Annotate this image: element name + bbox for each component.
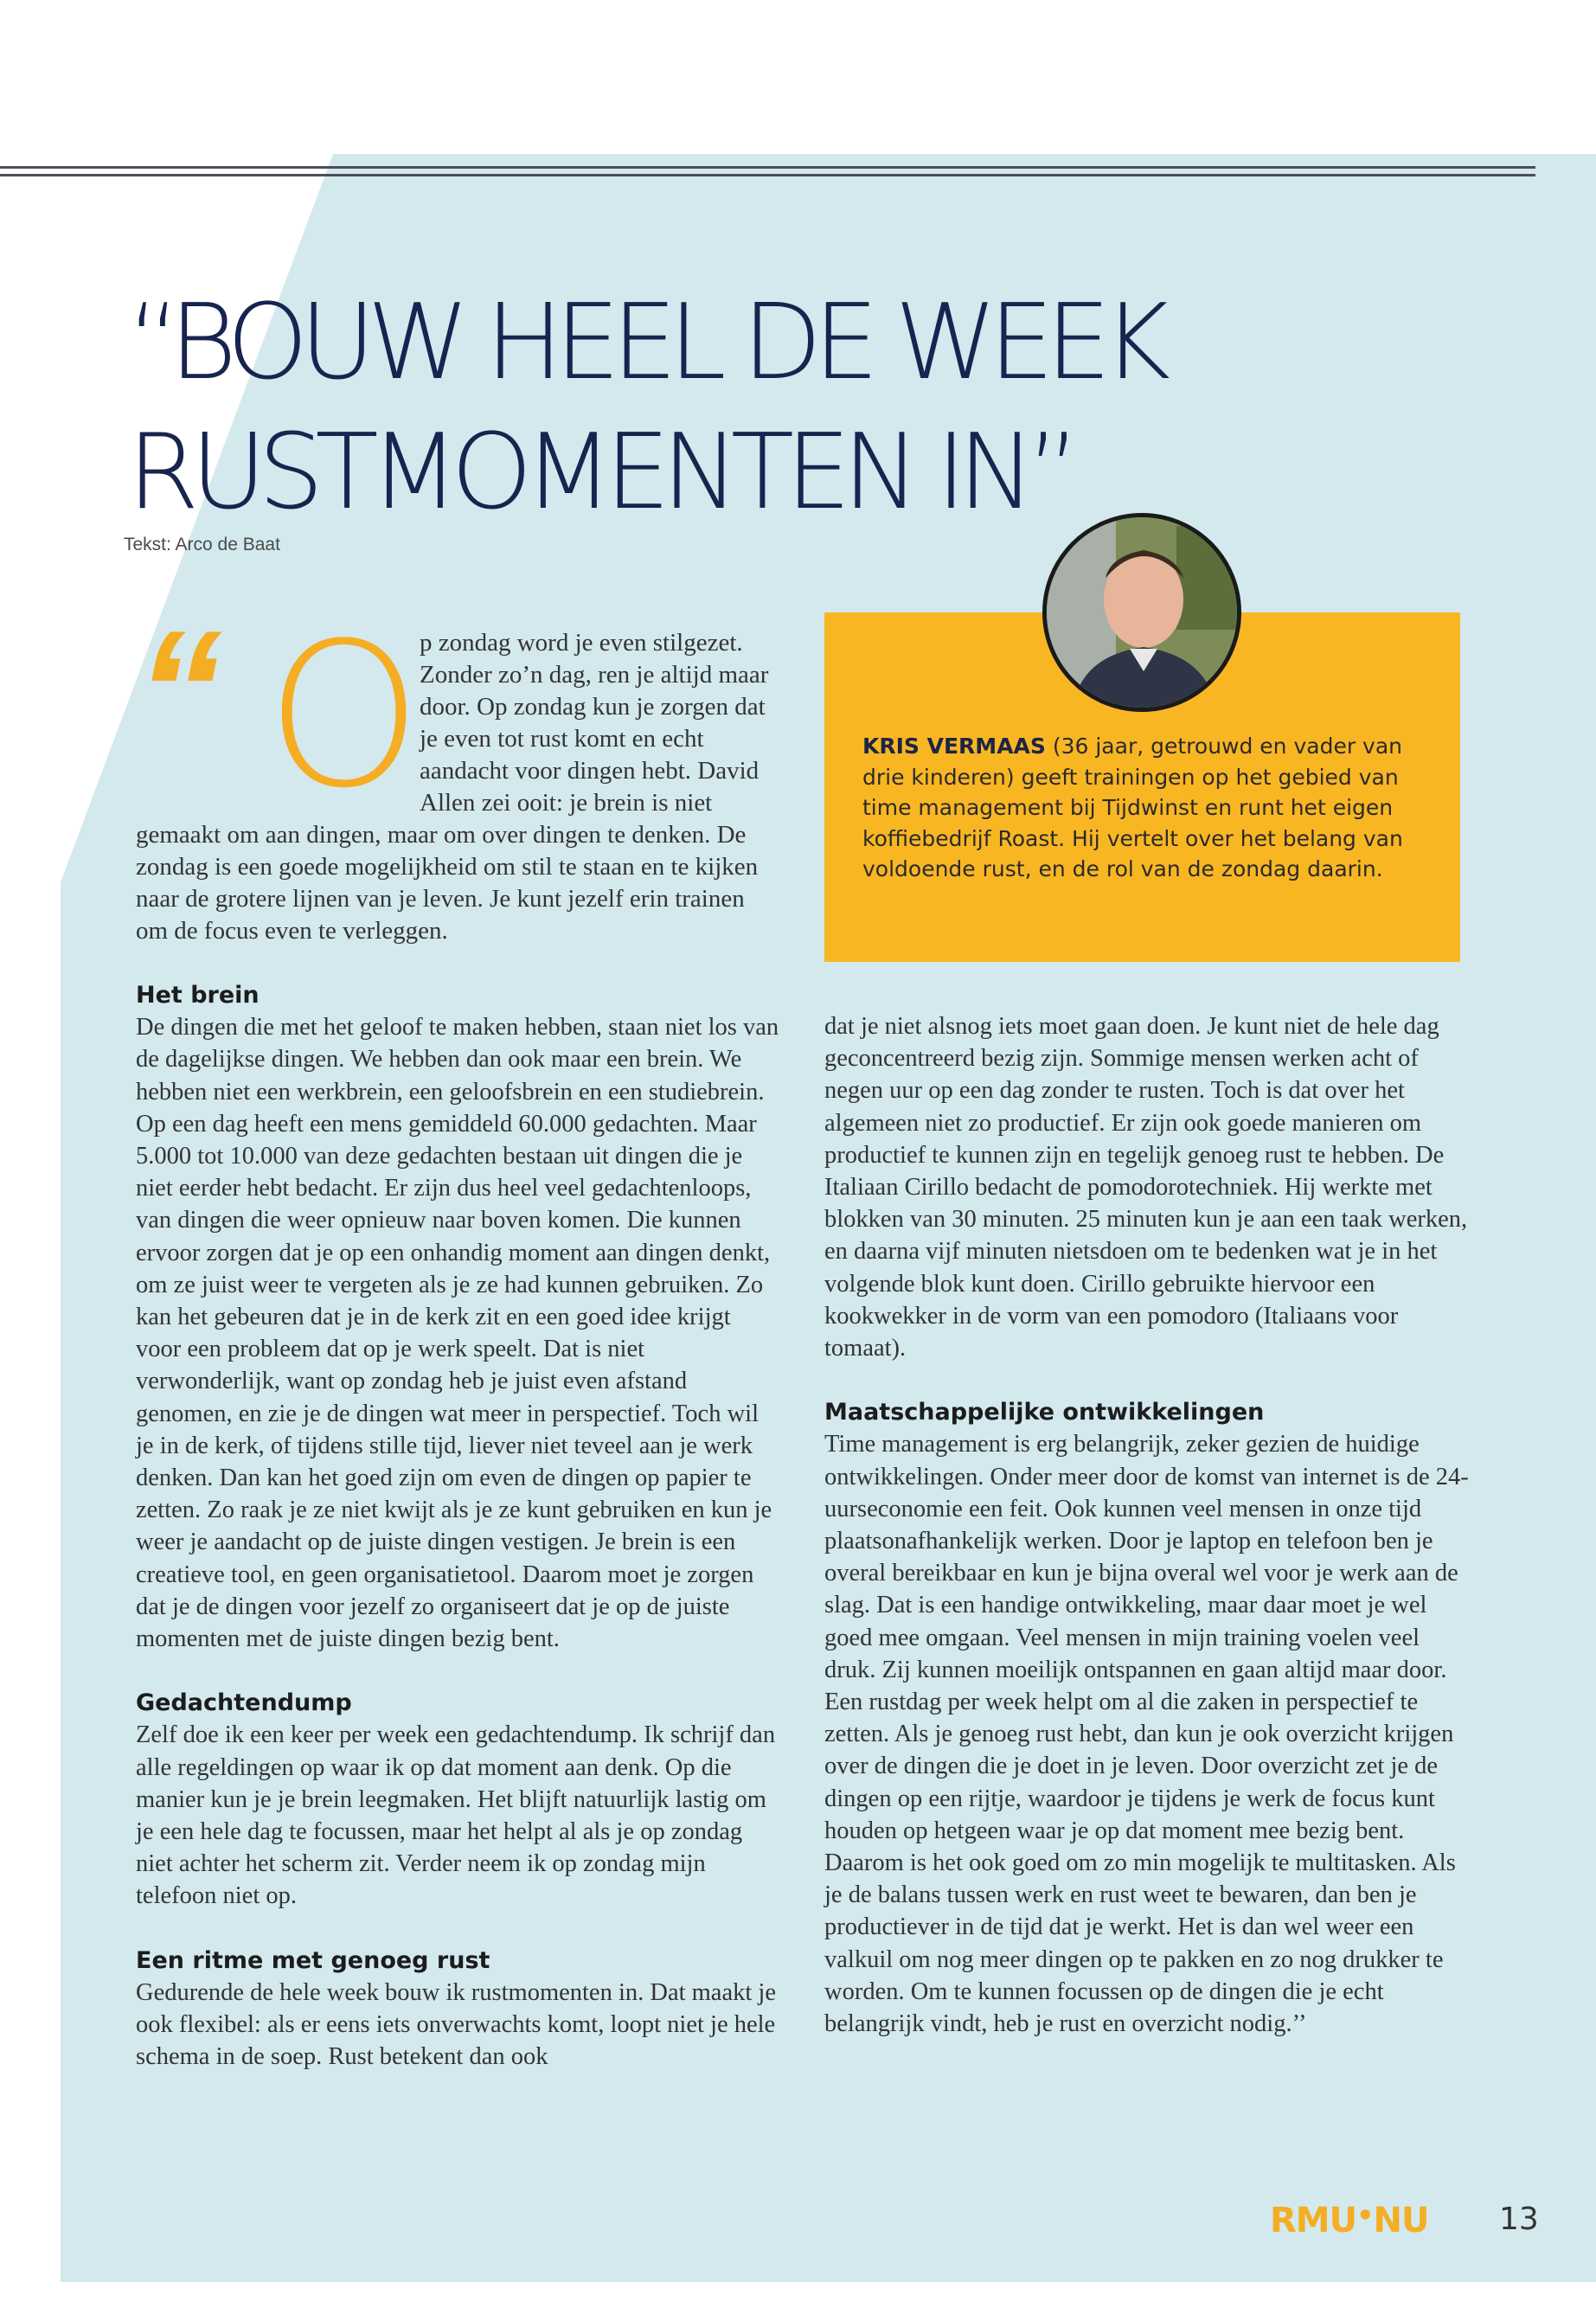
headline-line: RUSTMOMENTEN IN” [127,413,1073,533]
section-text: Gedurende de hele week bouw ik rustmomenten in. Dat maakt je ook flexibel: als er eens iets onverwachts komt, loopt niet je hele schema in de soep. Rust betekent dan ook [136,1978,776,2071]
top-rule [0,166,1535,169]
bio-text [862,731,1433,885]
article-column-right [824,1010,1469,2040]
intro-text: p zondag word je even stilgezet. Zonder zo’n dag, ren je altijd maar door. Op zondag kun je zorgen dat je even tot rust komt en echt aandacht voor dingen hebt. David Allen zei ooit: je brein is niet gemaakt om aan dingen, maar om over dingen te denken. De zondag is een goede mogelijkheid om stil te staan en te kijken naar de grotere lijnen van je leven. Je kunt jezelf erin trainen om de focus even te verleggen. [136,629,769,945]
portrait-photo [1042,513,1241,712]
bio-description: (36 jaar, getrouwd en vader van drie kinderen) geeft trainingen op het gebied van time management bij Tijdwinst en runt het eigen koffiebedrijf Roast. Hij vertelt over het belang van voldoende rust, en de rol van de zondag daarin. [862,734,1403,881]
bio-name: KRIS VERMAAS [862,734,1046,759]
page-number: 13 [1499,2202,1539,2237]
intro-paragraph [136,595,776,947]
logo-left: RMU [1270,2201,1357,2240]
section-heading: Het brein [136,982,260,1009]
headline-line: “BOUW HEEL DE WEEK [127,283,1163,403]
section-text: Time management is erg belangrijk, zeker gezien de huidige ontwikkelingen. Onder meer door de komst van internet is de 24-uurseconomie een feit. Ook kunnen veel mensen in onze tijd plaatsonafhankelijk werken. Door je laptop en telefoon ben je overal bereikbaar en kun je bijna overal wel voor je werk aan de slag. Dat is een handige ontwikkeling, maar daar moet je wel goed mee omgaan. Veel mensen in mijn training voelen veel druk. Zij kunnen moeilijk ontspannen en gaan altijd maar door. Een rustdag per week helpt om al die zaken in perspectief te zetten. Als je genoeg rust hebt, dan kun je ook overzicht krijgen over de dingen die je doet in je leven. Door overzicht zet je de dingen op een rijtje, waardoor je tijdens je werk de focus kunt houden op hetgeen waar je op dat moment mee bezig bent. Daarom is het ook goed om zo min mogelijk te multitasken. Als je de balans tussen werk en rust weet te bewaren, dan ben je productiever in de tijd dat je werkt. Het is dan wel weer een valkuil om nog meer dingen op te pakken en zo nog drukker te worden. Om te kunnen focussen op de dingen die je echt belangrijk vindt, heb je rust en overzicht nodig.’’ [824,1431,1469,2038]
section-text: dat je niet alsnog iets moet gaan doen. Je kunt niet de hele dag geconcentreerd bezig zijn. Sommige mensen werken acht of negen uur op een dag zonder te rusten. Toch is dat over het algemeen niet zo productief. Er zijn ook goede manieren om productief te kunnen zijn en tegelijk genoeg rust te hebben. De Italiaan Cirillo bedacht de pomodorotechniek. Hij werkte met blokken van 30 minuten. 25 minuten kun je aan een taak werken, en daarna vijf minuten nietsdoen om te bedenken wat je in het volgende blok kunt doen. Cirillo gebruikte hiervoor een kookwekker in de vorm van een pomodoro (Italiaans voor tomaat). [824,1013,1468,1362]
author-credit: Tekst: Arco de Baat [124,535,280,554]
open-quote-mark: “ [136,595,222,788]
article-column-left [136,979,780,2073]
section-heading: Gedachtendump [136,1689,352,1717]
logo-right: NU [1373,2201,1429,2240]
section-heading: Een ritme met genoeg rust [136,1946,490,1974]
headline [127,279,1338,538]
drop-cap: O [266,601,423,832]
section-text: De dingen die met het geloof te maken hebben, staan niet los van de dagelijkse dingen. We hebben dan ook maar een brein. We hebben niet een werkbrein, een geloofsbrein en een studiebrein. Op een dag heeft een mens gemiddeld 60.000 gedachten. Maar 5.000 tot 10.000 van deze gedachten bestaan uit dingen die je niet eerder hebt bedacht. Er zijn dus heel veel gedachtenloops, van dingen die weer opnieuw naar boven komen. Die kunnen ervoor zorgen dat je op een onhandig moment aan dingen denkt, om ze juist weer te vergeten als je ze had kunnen gebruiken. Zo kan het gebeuren dat je in de kerk zit en een goed idee krijgt voor een probleem dat op je werk speelt. Dat is niet verwonderlijk, want op zondag heb je juist even afstand genomen, en zie je de dingen wat meer in perspectief. Toch wil je in de kerk, of tijdens stille tijd, liever niet teveel aan je werk denken. Dan kan het goed zijn om even de dingen op papier te zetten. Zo raak je ze niet kwijt als je ze kunt gebruiken en kun je weer je aandacht op de juiste dingen vestigen. Je brein is een creatieve tool, en geen organisatietool. Daarom moet je zorgen dat je de dingen voor jezelf zo organiseert dat je op de juiste momenten met de juiste dingen bezig bent. [136,1014,779,1653]
section-text: Zelf doe ik een keer per week een gedachtendump. Ik schrijf dan alle regeldingen op waar ik op dat moment aan denk. Op die manier kun je je brein leegmaken. Het blijft natuurlijk lastig om je een hele dag te focussen, maar het helpt al als je op zondag niet achter het scherm zit. Verder neem ik op zondag mijn telefoon niet op. [136,1721,776,1910]
rmu-nu-logo [1270,2199,1429,2240]
logo-dot-icon: • [1356,2199,1374,2232]
section-heading: Maatschappelijke ontwikkelingen [824,1399,1265,1426]
top-rule [0,174,1535,176]
